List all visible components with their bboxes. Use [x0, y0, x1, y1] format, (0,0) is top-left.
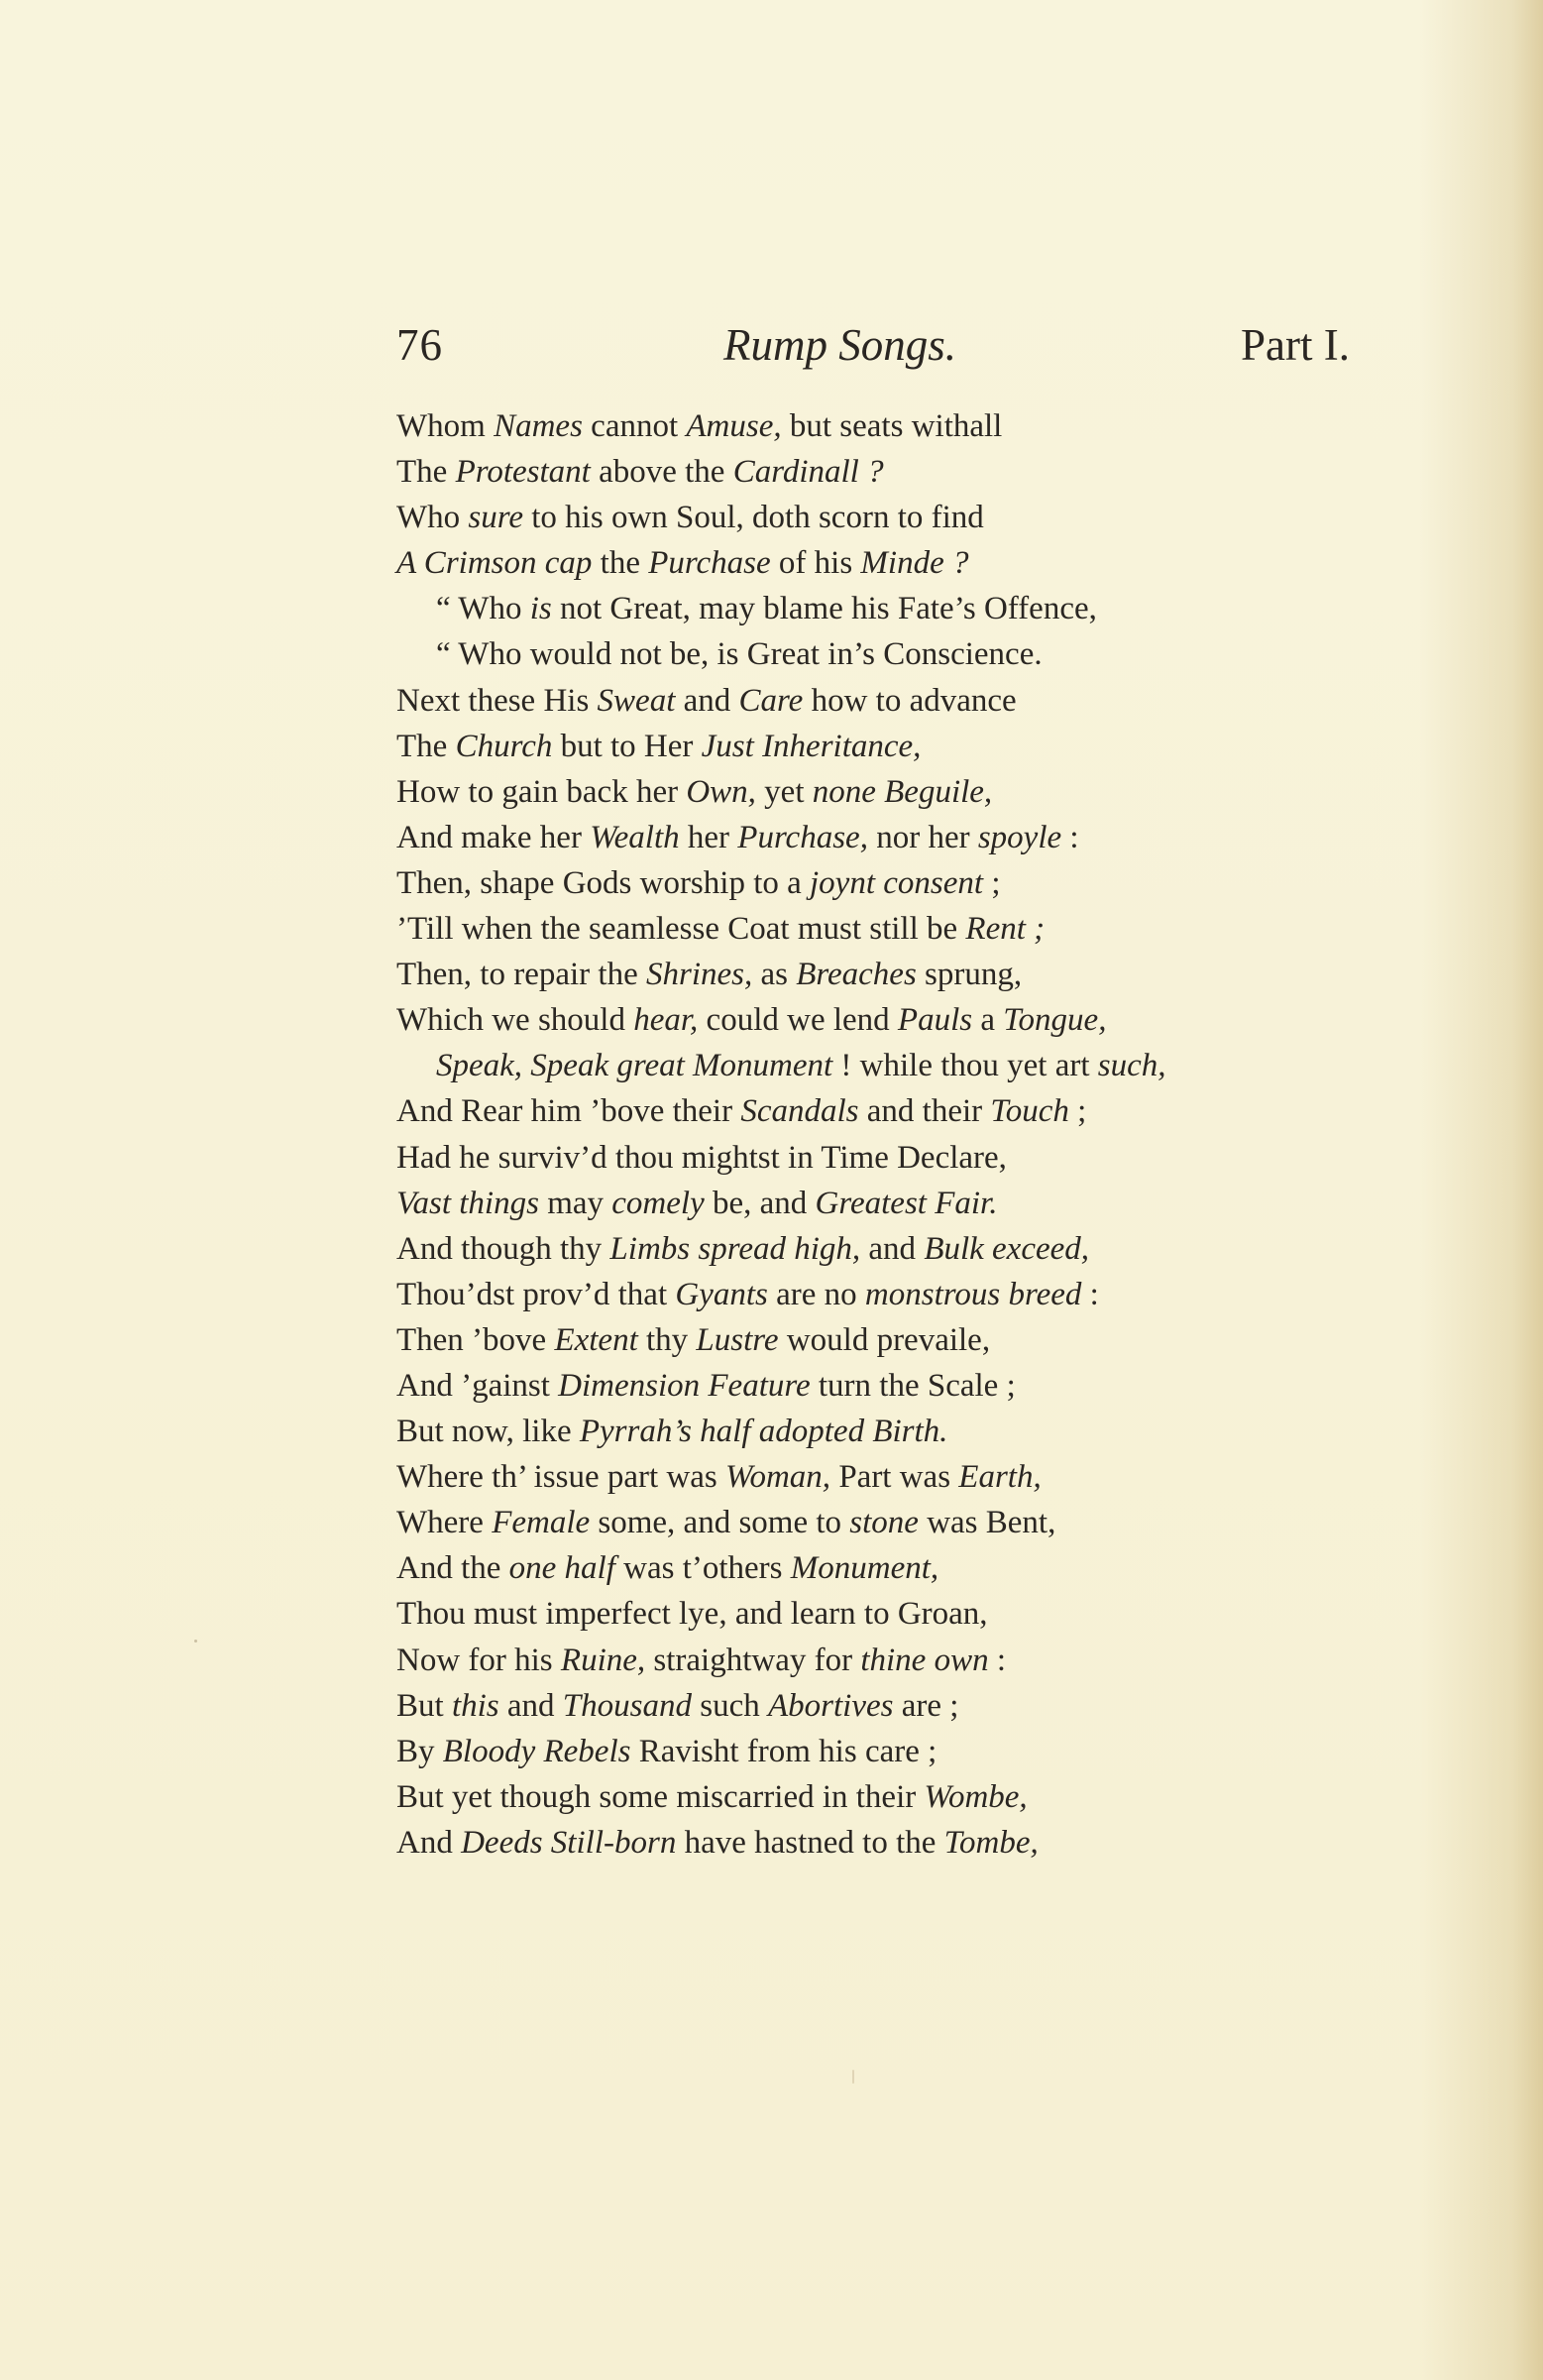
- roman-text: And Rear him ’bove their: [396, 1093, 741, 1130]
- italic-text: Sweat: [597, 682, 676, 719]
- roman-text: :: [1081, 1276, 1099, 1312]
- roman-text: nor her: [867, 819, 978, 855]
- italic-text: Just Inheritance,: [701, 728, 922, 764]
- roman-text: was t’others: [614, 1550, 791, 1587]
- roman-text: of his: [770, 545, 861, 582]
- italic-text: Limbs spread high,: [609, 1230, 861, 1267]
- roman-text: straightway for: [645, 1642, 861, 1678]
- roman-text: And though thy: [396, 1230, 610, 1267]
- roman-text: Now for his: [396, 1642, 561, 1678]
- roman-text: and: [860, 1230, 925, 1267]
- roman-text: “ Who: [436, 591, 530, 627]
- italic-text: Pauls: [897, 1002, 973, 1039]
- roman-text: Which we should: [396, 1002, 634, 1039]
- poem-line: [396, 1043, 1368, 1088]
- roman-text: The: [396, 728, 456, 764]
- roman-text: Where: [396, 1505, 493, 1541]
- italic-text: hear,: [633, 1002, 699, 1039]
- italic-text: Speak, Speak great Monument: [436, 1048, 833, 1084]
- roman-text: to his own Soul, doth scorn to find: [523, 500, 984, 536]
- roman-text: ;: [983, 864, 1001, 901]
- roman-text: some, and some to: [590, 1505, 850, 1541]
- poem-line: [396, 952, 1368, 997]
- poem-line: [396, 1820, 1368, 1866]
- italic-text: Dimension Feature: [558, 1367, 811, 1404]
- italic-text: Tombe,: [943, 1824, 1039, 1861]
- italic-text: Monument,: [790, 1550, 939, 1587]
- italic-text: Breaches: [796, 957, 917, 993]
- roman-text: would prevaile,: [778, 1321, 991, 1358]
- italic-text: Touch: [990, 1093, 1069, 1130]
- italic-text: Earth,: [958, 1459, 1042, 1496]
- roman-text: Thou’dst prov’d that: [396, 1276, 676, 1312]
- roman-text: Next these His: [396, 682, 598, 719]
- roman-text: are ;: [893, 1687, 959, 1724]
- roman-text: her: [679, 819, 738, 855]
- roman-text: And the: [396, 1550, 509, 1587]
- roman-text: Ravisht from his care ;: [630, 1733, 937, 1769]
- paper-speck: [852, 2070, 854, 2084]
- roman-text: and: [675, 682, 739, 719]
- roman-text: could we lend: [698, 1002, 898, 1039]
- roman-text: the: [592, 545, 649, 582]
- roman-text: But: [396, 1687, 452, 1724]
- roman-text: But now, like: [396, 1414, 580, 1450]
- roman-text: above the: [590, 454, 733, 491]
- italic-text: Woman,: [725, 1459, 831, 1496]
- poem-line: [396, 769, 1368, 815]
- italic-text: Cardinall ?: [732, 454, 884, 491]
- roman-text: a: [972, 1002, 1004, 1039]
- poem-line: [396, 586, 1368, 631]
- italic-text: Lustre: [696, 1321, 779, 1358]
- poem-line: [396, 1638, 1368, 1683]
- italic-text: A Crimson cap: [396, 545, 593, 582]
- italic-text: Wealth: [590, 819, 680, 855]
- italic-text: thine own: [860, 1642, 989, 1678]
- roman-text: But yet though some miscarried in their: [396, 1778, 925, 1815]
- roman-text: not Great, may blame his Fate’s Offence,: [551, 591, 1097, 627]
- poem-line: [396, 1545, 1368, 1591]
- poem-line: [396, 1409, 1368, 1454]
- poem-line: [396, 1226, 1368, 1272]
- poem-line: [396, 815, 1368, 860]
- italic-text: none Beguile,: [812, 773, 993, 810]
- italic-text: stone: [849, 1505, 919, 1541]
- italic-text: Protestant: [455, 454, 591, 491]
- roman-text: thy: [637, 1321, 697, 1358]
- roman-text: be, and: [704, 1185, 816, 1221]
- poem-line: [396, 997, 1368, 1043]
- roman-text: yet: [755, 773, 813, 810]
- poem-line: [396, 1088, 1368, 1134]
- italic-text: Bloody Rebels: [442, 1733, 631, 1769]
- poem-line: [396, 1454, 1368, 1500]
- roman-text: was Bent,: [918, 1505, 1056, 1541]
- italic-text: Purchase: [648, 545, 771, 582]
- part-label: Part I.: [1241, 320, 1350, 370]
- running-header: [396, 315, 1350, 375]
- poem-line: [396, 860, 1368, 906]
- italic-text: Bulk exceed,: [924, 1230, 1090, 1267]
- roman-text: Then ’bove: [396, 1321, 555, 1358]
- roman-text: how to advance: [803, 682, 1017, 719]
- roman-text: Then, shape Gods worship to a: [396, 864, 811, 901]
- roman-text: and their: [858, 1093, 991, 1130]
- italic-text: Female: [492, 1505, 591, 1541]
- italic-text: joynt consent: [810, 864, 984, 901]
- roman-text: are no: [767, 1276, 865, 1312]
- poem-line: [396, 449, 1368, 495]
- italic-text: Thousand: [562, 1687, 692, 1724]
- italic-text: is: [529, 591, 552, 627]
- roman-text: and: [498, 1687, 563, 1724]
- roman-text: cannot: [582, 408, 687, 444]
- roman-text: By: [396, 1733, 443, 1769]
- poem-line: [396, 1272, 1368, 1317]
- poem-line: [396, 678, 1368, 724]
- poem-line: [396, 1774, 1368, 1820]
- roman-text: The: [396, 454, 456, 491]
- poem-line: [396, 1591, 1368, 1637]
- roman-text: Whom: [396, 408, 495, 444]
- italic-text: Rent ;: [965, 911, 1046, 948]
- roman-text: Where th’ issue part was: [396, 1459, 726, 1496]
- italic-text: spoyle: [977, 819, 1062, 855]
- roman-text: Had he surviv’d thou mightst in Time Declare,: [396, 1139, 1007, 1176]
- poem-line: [396, 631, 1368, 677]
- poem-line: [396, 1181, 1368, 1226]
- italic-text: Greatest Fair.: [815, 1185, 998, 1221]
- italic-text: sure: [468, 500, 524, 536]
- poem-line: [396, 1135, 1368, 1181]
- running-title: Rump Songs.: [723, 320, 956, 370]
- italic-text: Care: [738, 682, 804, 719]
- poem-line: [396, 1683, 1368, 1729]
- italic-text: comely: [611, 1185, 705, 1221]
- italic-text: Scandals: [740, 1093, 859, 1130]
- italic-text: Gyants: [675, 1276, 768, 1312]
- italic-text: Purchase,: [737, 819, 868, 855]
- roman-text: Then, to repair the: [396, 957, 646, 993]
- italic-text: Church: [455, 728, 553, 764]
- poem-line: [396, 1363, 1368, 1409]
- roman-text: Part was: [830, 1459, 959, 1496]
- italic-text: such,: [1097, 1048, 1166, 1084]
- italic-text: Tongue,: [1003, 1002, 1107, 1039]
- poem-line: [396, 1317, 1368, 1363]
- roman-text: Who: [396, 500, 469, 536]
- roman-text: as: [752, 957, 797, 993]
- roman-text: “ Who would not be, is Great in’s Conscience.: [436, 636, 1043, 673]
- roman-text: :: [988, 1642, 1007, 1678]
- italic-text: Amuse,: [686, 408, 782, 444]
- italic-text: monstrous breed: [864, 1276, 1082, 1312]
- roman-text: but to Her: [552, 728, 702, 764]
- poem-body: [396, 403, 1368, 1866]
- page-number: 76: [396, 320, 443, 370]
- roman-text: ;: [1068, 1093, 1087, 1130]
- italic-text: Minde ?: [860, 545, 969, 582]
- roman-text: sprung,: [916, 957, 1023, 993]
- poem-line: [396, 1500, 1368, 1545]
- poem-line: [396, 495, 1368, 540]
- roman-text: Thou must imperfect lye, and learn to Groan,: [396, 1596, 988, 1633]
- roman-text: but seats withall: [781, 408, 1003, 444]
- italic-text: Abortives: [767, 1687, 894, 1724]
- roman-text: turn the Scale ;: [810, 1367, 1016, 1404]
- italic-text: one half: [508, 1550, 615, 1587]
- italic-text: Shrines,: [645, 957, 753, 993]
- poem-line: [396, 1729, 1368, 1774]
- italic-text: Vast things: [396, 1185, 539, 1221]
- italic-text: Ruine,: [560, 1642, 646, 1678]
- italic-text: Wombe,: [924, 1778, 1028, 1815]
- roman-text: And make her: [396, 819, 591, 855]
- italic-text: Own,: [686, 773, 756, 810]
- italic-text: Extent: [554, 1321, 638, 1358]
- poem-line: [396, 403, 1368, 449]
- roman-text: such: [691, 1687, 768, 1724]
- italic-text: Deeds Still-born: [461, 1824, 677, 1861]
- paper-speck: [194, 1640, 197, 1643]
- roman-text: may: [538, 1185, 612, 1221]
- italic-text: this: [451, 1687, 499, 1724]
- poem-line: [396, 540, 1368, 586]
- roman-text: How to gain back her: [396, 773, 687, 810]
- poem-line: [396, 906, 1368, 952]
- italic-text: Names: [494, 408, 583, 444]
- roman-text: ’Till when the seamlesse Coat must still be: [396, 911, 966, 948]
- roman-text: ! while thou yet art: [832, 1048, 1098, 1084]
- italic-text: Pyrrah’s half adopted Birth.: [579, 1414, 948, 1450]
- poem-line: [396, 724, 1368, 769]
- roman-text: And: [396, 1824, 462, 1861]
- roman-text: And ’gainst: [396, 1367, 559, 1404]
- roman-text: :: [1061, 819, 1079, 855]
- roman-text: have hastned to the: [676, 1824, 944, 1861]
